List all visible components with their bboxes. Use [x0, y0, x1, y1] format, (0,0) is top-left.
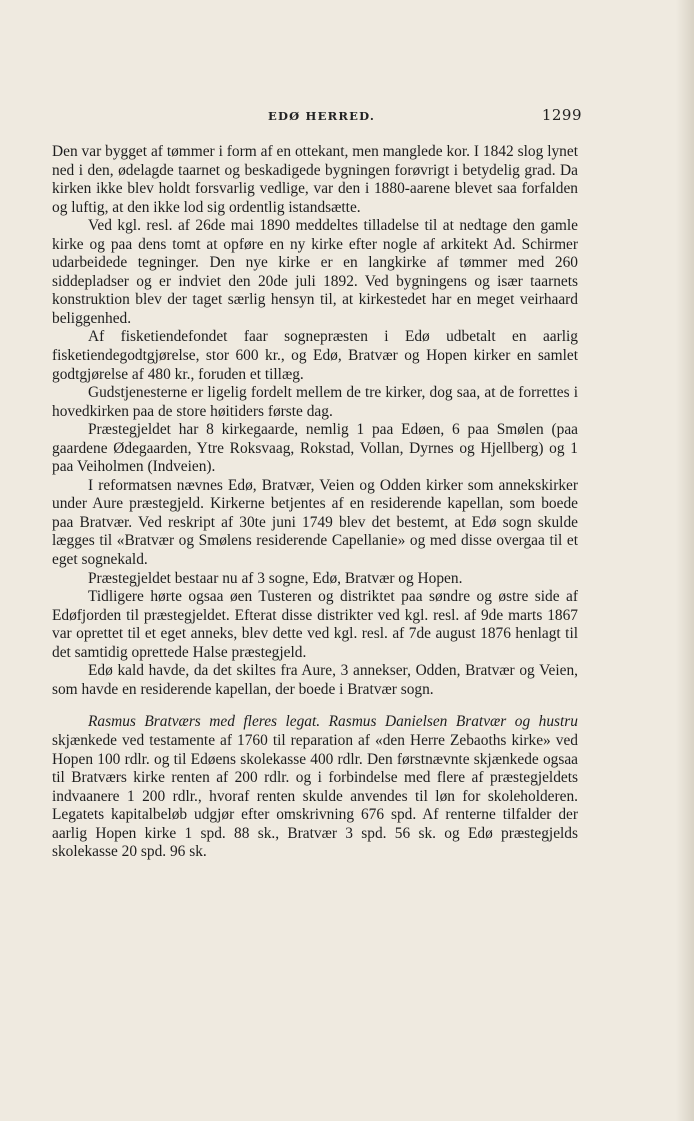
legat-text: skjænkede ved testamente af 1760 til reparation af «den Herre Zebaoths kirke» ved Hopen 100 rdlr. og til Edøens skolekasse 400 rdlr. Den førstnævnte skjænkede ogsaa til Bratværs kirke renten af 200 rdlr. og i forbindelse med flere af præstegjeldets indvaanere 1 200 rdlr., hvoraf renten skulde anvendes til løn for skoleholderen. Legatets kapitalbeløb udgjør efter omskrivning 676 spd. Af renterne tilfalder der aarlig Hopen kirke 1 spd. 88 sk., Bratvær 3 spd. 56 sk. og Edø præstegjelds skolekasse 20 spd. 96 sk. — [52, 731, 578, 861]
paragraph: Tidligere hørte ogsaa øen Tusteren og distriktet paa søndre og østre side af Edøfjorden til præstegjeldet. Efterat disse distrikter ved kgl. resl. af 9de marts 1867 var oprettet til et eget anneks, blev dette ved kgl. resl. af 7de august 1876 henlagt til det samtidig oprettede Halse præstegjeld. — [52, 588, 578, 661]
page-header — [52, 106, 582, 128]
running-title: EDØ HERRED. — [268, 109, 376, 123]
page-number: 1299 — [541, 106, 582, 124]
paragraph: Gudstjenesterne er ligelig fordelt mellem de tre kirker, dog saa, at de forrettes i hovedkirken paa de store høitiders første dag. — [52, 384, 578, 420]
page-edge-shadow — [676, 0, 694, 1121]
paragraph: Præstegjeldet har 8 kirkegaarde, nemlig 1 paa Edøen, 6 paa Smølen (paa gaardene Ødegaarden, Ytre Roksvaag, Rokstad, Vollan, Dyrnes og Hjellberg) og 1 paa Veiholmen (Indveien). — [52, 421, 578, 476]
paragraph: Den var bygget af tømmer i form af en ottekant, men manglede kor. I 1842 slog lynet ned i den, ødelagde taarnet og beskadigede bygningen forøvrigt i betydelig grad. Da kirken ikke blev holdt forsvarlig vedlige, var den i 1880-aarene blevet saa forfalden og luftig, at den ikke lod sig ordentlig istandsætte. — [52, 143, 578, 216]
legat-title: Rasmus Bratværs med fleres legat. — [88, 713, 321, 731]
body-text — [52, 143, 578, 862]
paragraph: Præstegjeldet bestaar nu af 3 sogne, Edø, Bratvær og Hopen. — [88, 569, 463, 587]
legat-paragraph — [52, 713, 578, 861]
paragraph: I reformatsen nævnes Edø, Bratvær, Veien og Odden kirker som annekskirker under Aure præstegjeld. Kirkerne betjentes af en residerende kapellan, som boede paa Bratvær. Ved reskript af 30te juni 1749 blev det bestemt, at Edø sogn skulde lægges til «Bratvær og Smølens residerende Capellanie» og med disse overgaa til et eget sognekald. — [52, 476, 578, 569]
legat-founders: Rasmus Danielsen Bratvær og hustru — [328, 713, 578, 731]
paragraph: Ved kgl. resl. af 26de mai 1890 meddeltes tilladelse til at nedtage den gamle kirke og paa dens tomt at opføre en ny kirke efter nogle af arkitekt Ad. Schirmer udarbeidede tegninger. Den nye kirke er en langkirke af tømmer med 260 siddepladser og er indviet den 20de juli 1892. Ved bygningens og især taarnets konstruktion blev der taget særlig hensyn til, at kirkestedet har en meget veirhaard beliggenhed. — [52, 217, 578, 327]
paragraph: Edø kald havde, da det skiltes fra Aure, 3 annekser, Odden, Bratvær og Veien, som havde en residerende kapellan, der boede i Bratvær sogn. — [52, 662, 578, 698]
paragraph: Af fisketiendefondet faar sognepræsten i Edø udbetalt en aarlig fisketiendegodtgjørelse, stor 600 kr., og Edø, Bratvær og Hopen kirker en samlet godtgjørelse af 480 kr., foruden et tillæg. — [52, 328, 578, 383]
